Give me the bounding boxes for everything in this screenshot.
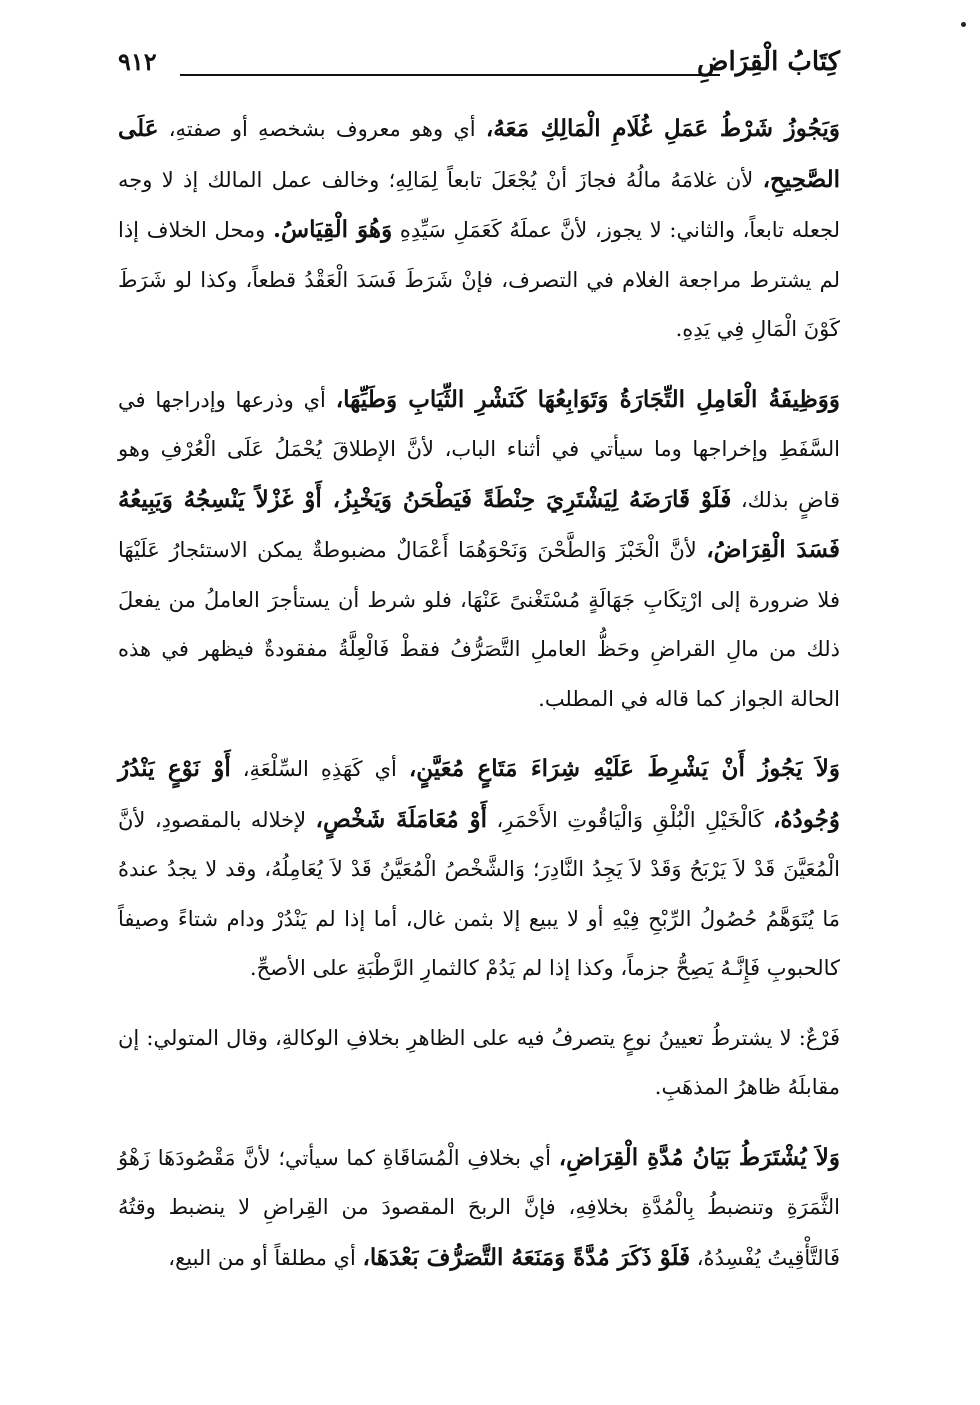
paragraph — [118, 375, 840, 725]
matn-text: وَوَظِيفَةُ الْعَامِلِ التِّجَارَةُ وَتَوَابِعُهَا كَنَشْرِ الثِّيَابِ وَطَيِّهَا، — [335, 385, 841, 413]
commentary-text: لأنَّ الْخَبْزَ وَالطَّحْنَ وَنَحْوَهُمَا أَعْمَالٌ مضبوطةٌ يمكن الاستئجارُ عَلَيْهَا فلا ضرورة إلى ارْتِكَابِ جَهَالَةٍ مُسْتَغْنىً عَنْهَا، فلو شرط أن يستأجرَ العاملُ من يفعلَ ذلك من مالِ القراضِ وحَظُّ العاملِ التَّصَرُّفُ فقطْ فَالْعِلَّةُ مفقودةٌ فيظهر في هذه الحالة الجواز كما قاله في المطلب. — [118, 538, 840, 711]
matn-text: وَيَجُوزُ شَرْطُ عَمَلِ غُلَامِ الْمَالِكِ مَعَهُ، — [485, 115, 840, 142]
matn-text: وَهُوَ الْقِيَاسُ. — [272, 216, 393, 243]
corner-mark — [961, 22, 966, 27]
paragraph — [118, 104, 840, 355]
body-text — [118, 104, 840, 1303]
commentary-text: أي بخلافِ الْمُسَاقَاةِ كما سيأتي؛ لأنَّ مَقْصُودَهَا زَهْوُ الثَّمَرَةِ وتنضبطُ بِالْمُدَّةِ بخلافِهِ، فإنَّ الربحَ المقصودَ من القِراضِ لا ينضبط وقتُهُ فَالتَّأْقِيتُ يُفْسِدُهُ، — [118, 1145, 840, 1270]
running-title: كِتَابُ الْقِرَاضِ — [697, 47, 840, 77]
paragraph — [118, 1014, 840, 1113]
page-header — [118, 38, 840, 88]
paragraph — [118, 1133, 840, 1284]
matn-text: فَلَوْ ذَكَرَ مُدَّةً وَمَنَعَهُ التَّصَرُّفَ بَعْدَهَا، — [362, 1243, 691, 1271]
matn-text: وَلاَ يَجُوزُ أَنْ يَشْرِطَ عَلَيْهِ شِرَاءَ مَتَاعٍ مُعَيَّنٍ، — [408, 755, 841, 782]
paragraph — [118, 744, 840, 994]
commentary-text: أي كَهَذِهِ السِّلْعَةِ، — [230, 757, 409, 781]
matn-text: فَلَوْ قَارَضَهُ لِيَشْتَرِيَ حِنْطَةً فَيَطْحَنُ وَيَخْبِزُ، أَوْ غَزْلاً يَنْسِجُهُ وَيَبِيعُهُ فَسَدَ الْقِرَاضُ، — [118, 485, 841, 563]
commentary-text: لأن غلامَهُ مالُهُ فجازَ أنْ يُجْعَلَ تابعاً لِمَالِهِ؛ وخالف عمل المالك إذ لا وجه لجعله تابعاً، والثاني: لا يجوز، لأنَّ عملَهُ كَعَمَلِ سَيِّدِهِ — [118, 167, 840, 242]
commentary-text: فَرْعٌ: لا يشترطُ تعيينُ نوعٍ يتصرفُ فيه على الظاهرِ بخلافِ الوكالةِ، وقال المتولي: إن مقابلَهُ ظاهرُ المذهَبِ. — [118, 1025, 840, 1099]
commentary-text: ومحل الخلاف إذا لم يشترط مراجعة الغلام في التصرف، فإنْ شَرَطَ فَسَدَ الْعَقْدُ قطعاً، وكذا لو شَرَطَ كَوْنَ الْمَالِ فِي يَدِهِ. — [118, 218, 840, 341]
header-rule — [180, 74, 720, 76]
commentary-text: أي وهو معروف بشخصهِ أو صفتهِ، — [158, 117, 486, 141]
commentary-text: كَالْخَيْلِ الْبُلْقِ وَالْيَاقُوتِ الأَحْمَرِ، — [487, 807, 774, 832]
matn-text: أَوْ مُعَامَلَةَ شَخْصٍ، — [315, 805, 488, 833]
commentary-text: أي مطلقاً أو من البيع، — [168, 1245, 363, 1270]
page-number: ٩١٢ — [118, 47, 157, 76]
matn-text: أَوْ نَوْعٍ يَنْدُرُ وُجُودُهُ، — [118, 755, 840, 833]
commentary-text: لإخلاله بالمقصودِ، لأنَّ الْمُعَيَّنَ قَدْ لاَ يَرْبَحُ وَقَدْ لاَ يَجِدُ النَّادِرَ؛ وَالشَّخْصُ الْمُعَيَّنُ قَدْ لاَ يُعَامِلُهُ، وقد لا يجدُ عندهُ مَا يُتَوَهَّمُ حُصُولُ الرِّبْحِ فِيْهِ أو لا يبيع إلا بثمن غال، أما إذا لم يَنْدُرْ ودام شتاءً وصيفاً كالحبوبِ فَإِنَّـهُ يَصِحُّ جزماً، وكذا إذا لم يَدُمْ كالثمارِ الرَّطْبَةِ على الأصحِّ. — [118, 807, 840, 980]
matn-text: عَلَى الصَّحِيحِ، — [118, 115, 840, 193]
matn-text: وَلاَ يُشْتَرَطُ بَيَانُ مُدَّةِ الْقِرَاضِ، — [558, 1143, 840, 1171]
commentary-text: أي وذرعها وإدراجها في السَّفَطِ وإخراجها وما سيأتي في أثناء الباب، لأنَّ الإطلاقَ يُحْمَلُ عَلَى الْعُرْفِ وهو قاضٍ بذلك، — [118, 387, 840, 512]
